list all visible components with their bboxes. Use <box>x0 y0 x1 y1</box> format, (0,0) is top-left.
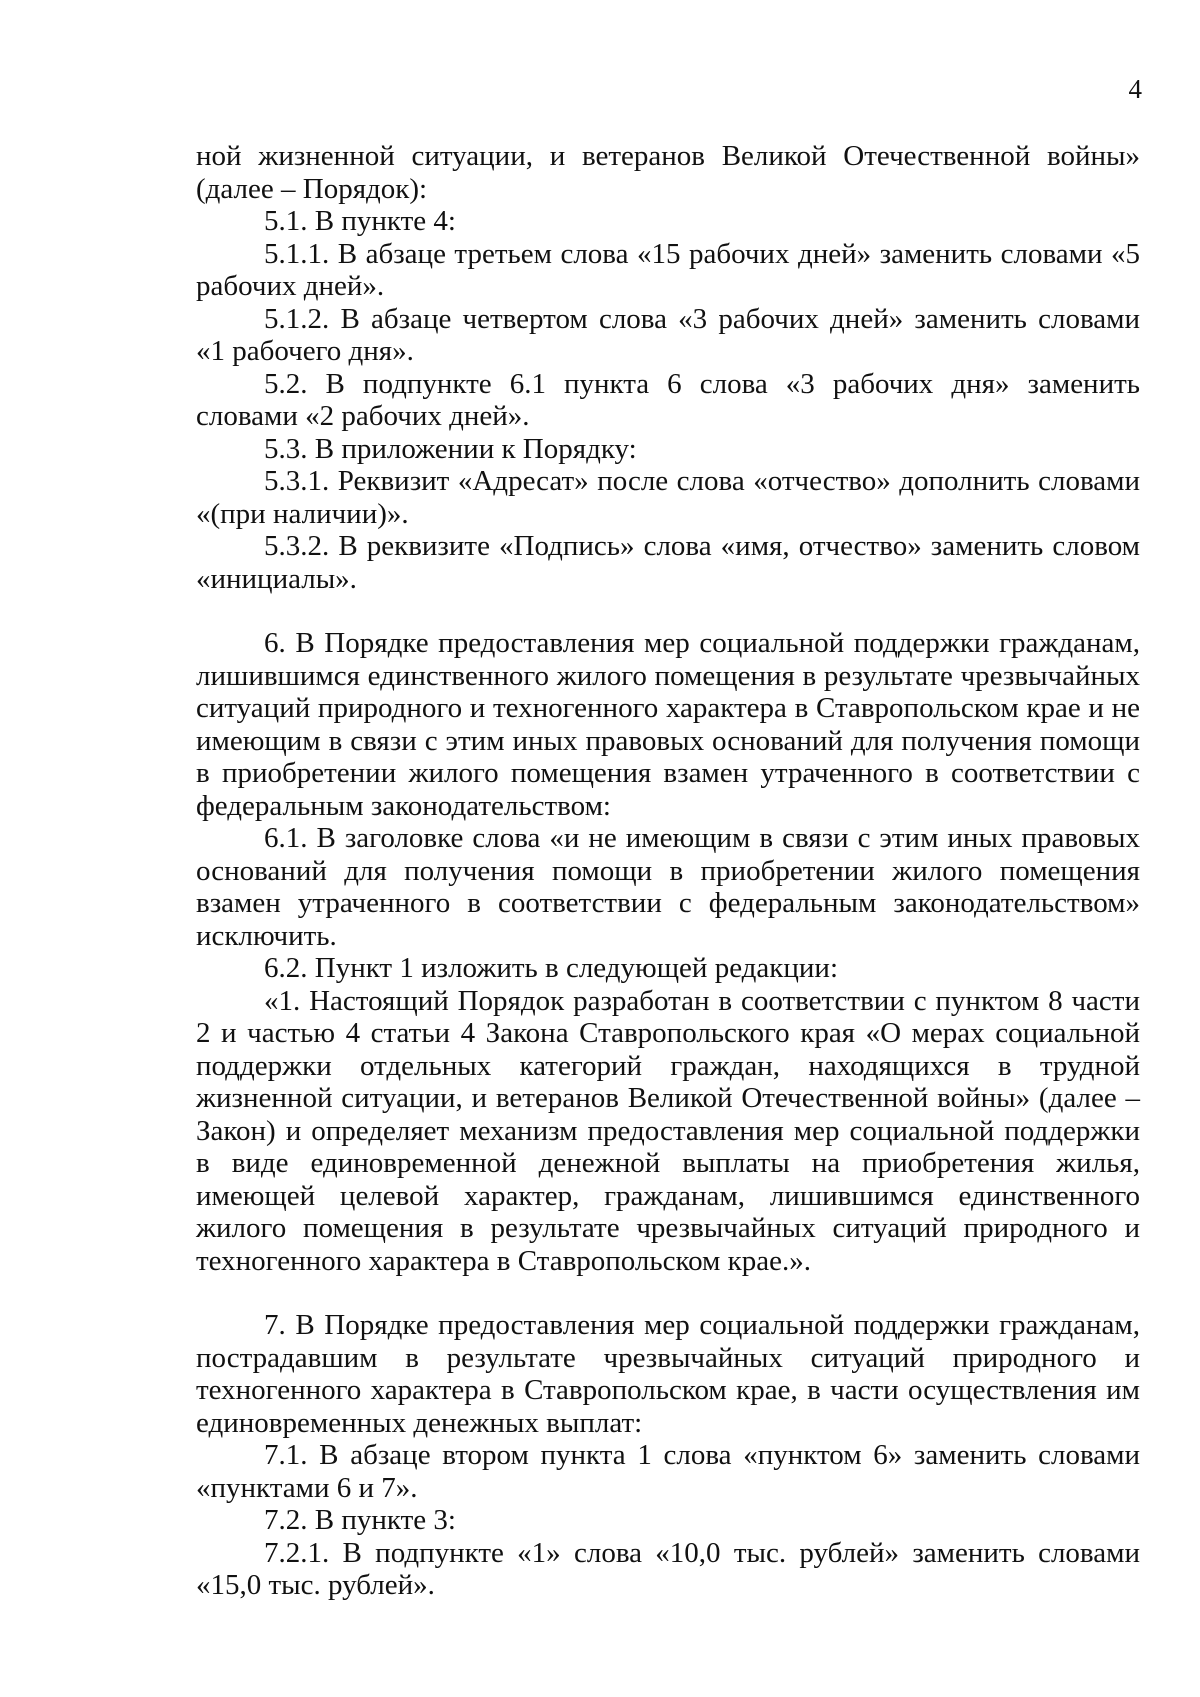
paragraph-6-2: 6.2. Пункт 1 изложить в следующей редакции: <box>264 952 839 984</box>
paragraph-5-1-1: 5.1.1. В абзаце третьем слова «15 рабочих дней» заменить словами «5 рабочих дней». <box>196 237 1140 302</box>
paragraph-5-3-1: 5.3.1. Реквизит «Адресат» после слова «отчество» дополнить словами «(при наличии)». <box>196 465 1140 530</box>
paragraph-7-2: 7.2. В пункте 3: <box>264 1504 456 1536</box>
paragraph-7: 7. В Порядке предоставления мер социальной поддержки гражданам, пострадавшим в результате чрезвычайных ситуаций природного и техногенного характера в Ставропольском крае, в части осуществления им единовременных денежных выплат: <box>196 1309 1140 1439</box>
paragraph-6: 6. В Порядке предоставления мер социальной поддержки гражданам, лишившимся единственного жилого помещения в результате чрезвычайных ситуаций природного и техногенного характера в Ставропольском крае и не имеющим в связи с этим иных правовых оснований для получения помощи в приобретении жилого помещения взамен утраченного в соответствии с федеральным законодательством: <box>196 627 1140 822</box>
paragraph-continuation: ной жизненной ситуации, и ветеранов Великой Отечественной войны» (далее – Порядок): <box>196 140 1140 205</box>
page-number: 4 <box>1128 74 1142 104</box>
paragraph-5-3: 5.3. В приложении к Порядку: <box>264 432 637 465</box>
document-body <box>196 140 1140 1602</box>
paragraph-7-1: 7.1. В абзаце втором пункта 1 слова «пунктом 6» заменить словами «пунктами 6 и 7». <box>196 1439 1140 1504</box>
paragraph-5-1-2: 5.1.2. В абзаце четвертом слова «3 рабочих дней» заменить словами «1 рабочего дня». <box>196 302 1140 367</box>
paragraph-6-2-quote: «1. Настоящий Порядок разработан в соответствии с пунктом 8 части 2 и частью 4 статьи 4 Закона Ставропольского края «О мерах социальной поддержки отдельных категорий граждан, находящихся в трудной жизненной ситуации, и ветеранов Великой Отечественной войны» (далее – Закон) и определяет механизм предоставления мер социальной поддержки в виде единовременной денежной выплаты на приобретения жилья, имеющей целевой характер, гражданам, лишившимся единственного жилого помещения в результате чрезвычайных ситуаций природного и техногенного характера в Ставропольском крае.». <box>196 984 1140 1277</box>
paragraph-5-3-2: 5.3.2. В реквизите «Подпись» слова «имя, отчество» заменить словом «инициалы». <box>196 530 1140 595</box>
paragraph-6-1: 6.1. В заголовке слова «и не имеющим в связи с этим иных правовых оснований для получения помощи в приобретении жилого помещения взамен утраченного в соответствии с федеральным законодательством» исключить. <box>196 822 1140 952</box>
paragraph-7-2-1: 7.2.1. В подпункте «1» слова «10,0 тыс. рублей» заменить словами «15,0 тыс. рублей». <box>196 1536 1140 1601</box>
paragraph-5-1: 5.1. В пункте 4: <box>264 205 456 237</box>
paragraph-5-2: 5.2. В подпункте 6.1 пункта 6 слова «3 рабочих дня» заменить словами «2 рабочих дней». <box>196 367 1140 432</box>
